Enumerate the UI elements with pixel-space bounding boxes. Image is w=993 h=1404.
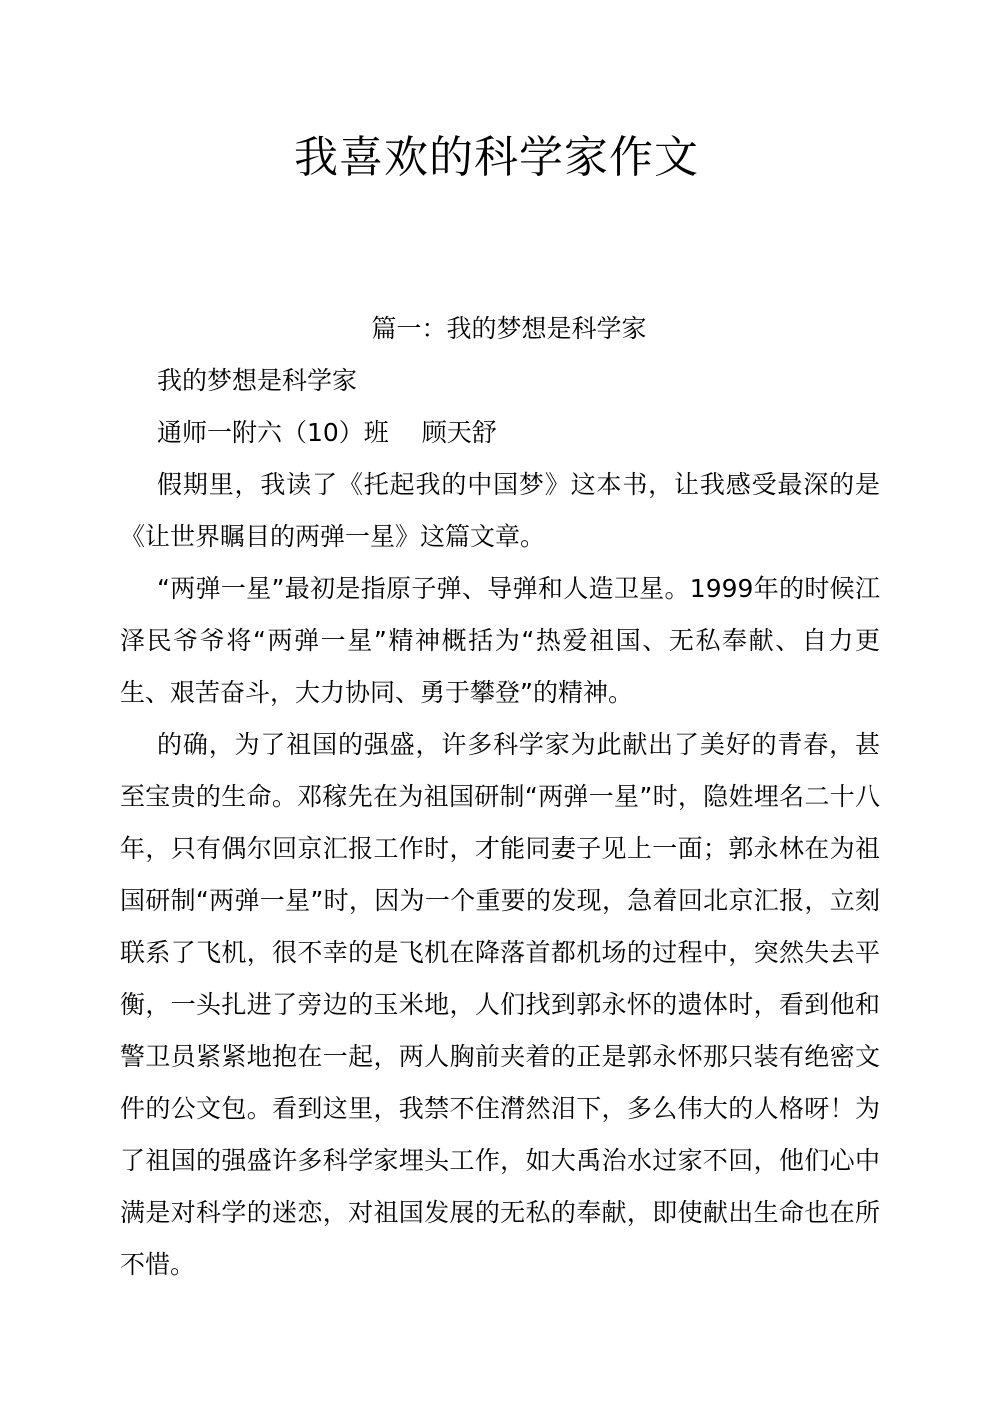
article-subtitle: 我的梦想是科学家: [157, 366, 358, 395]
author-line: 通师一附六（10）班 顾天舒: [157, 418, 497, 447]
document-title: 我喜欢的科学家作文: [294, 132, 699, 183]
body-paragraph: 假期里，我读了《托起我的中国梦》这本书，让我感受最深的是《让世界瞩目的两弹一星》这篇文章。: [120, 470, 880, 551]
body-paragraph: “两弹一星”最初是指原子弹、导弹和人造卫星。1999年的时候江泽民爷爷将“两弹一星”精神概括为“热爱祖国、无私奉献、自力更生、艰苦奋斗，大力协同、勇于攀登”的精神。: [120, 574, 880, 707]
body-paragraph: 的确，为了祖国的强盛，许多科学家为此献出了美好的青春，甚至宝贵的生命。邓稼先在为祖国研制“两弹一星”时，隐姓埋名二十八年，只有偶尔回京汇报工作时，才能同妻子见上一面；郭永林在为祖国研制“两弹一星”时，因为一个重要的发现，急着回北京汇报，立刻联系了飞机，很不幸的是飞机在降落首都机场的过程中，突然失去平衡，一头扎进了旁边的玉米地，人们找到郭永怀的遗体时，看到他和警卫员紧紧地抱在一起，两人胸前夹着的正是郭永怀那只装有绝密文件的公文包。看到这里，我禁不住潸然泪下，多么伟大的人格呀！为了祖国的强盛许多科学家埋头工作，如大禹治水过家不回，他们心中满是对科学的迷恋，对祖国发展的无私的奉献，即使献出生命也在所不惜。: [120, 730, 880, 1279]
article-body: [120, 303, 880, 1291]
section-heading: 篇一：我的梦想是科学家: [371, 314, 647, 343]
